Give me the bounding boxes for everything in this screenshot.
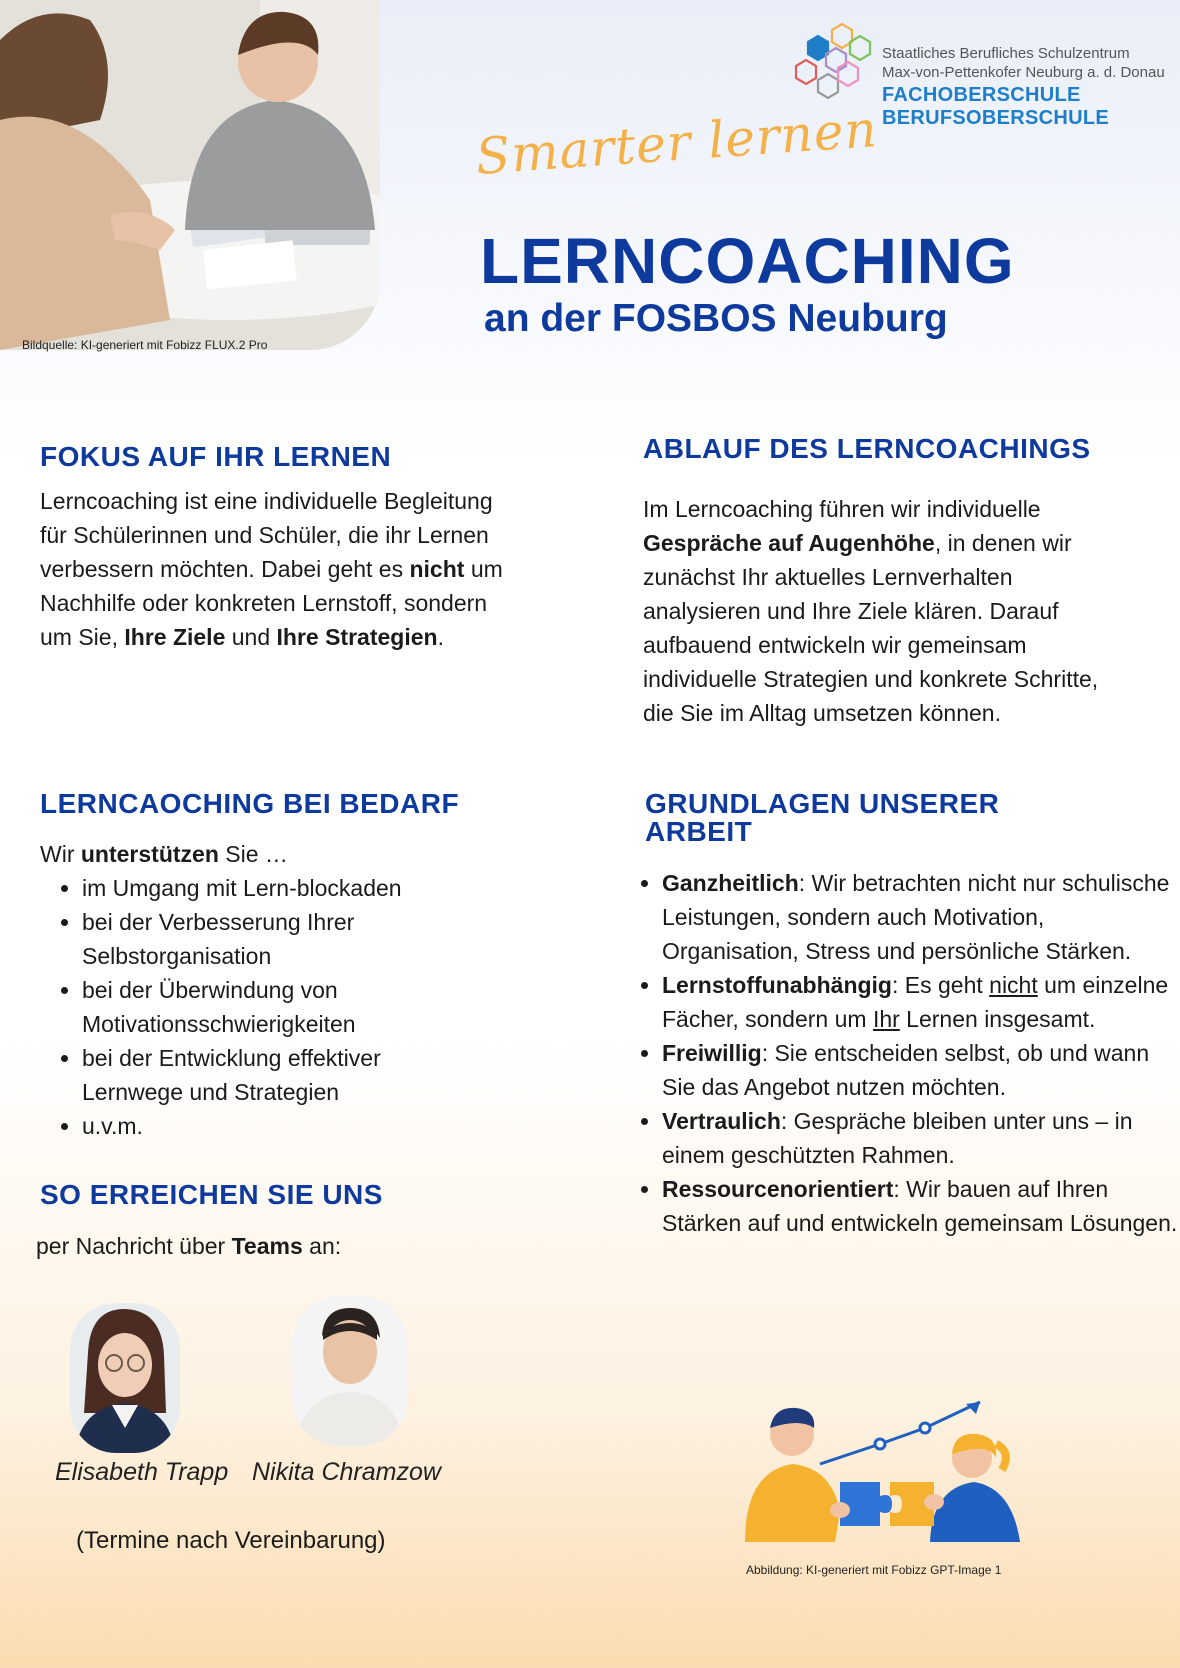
item-bold: Vertraulich bbox=[662, 1108, 781, 1134]
page-subtitle: an der FOSBOS Neuburg bbox=[484, 297, 948, 340]
item-bold: Ressourcenorientiert bbox=[662, 1176, 894, 1202]
contact-text-2: an: bbox=[302, 1233, 342, 1259]
focus-text-4: . bbox=[437, 624, 444, 650]
list-item: • bei der Verbesserung Ihrer Selbstorganisation bbox=[82, 905, 482, 973]
photo-caption: Bildquelle: KI-generiert mit Fobizz FLUX.2 Pro bbox=[22, 338, 268, 352]
logo-line-1: Staatliches Berufliches Schulzentrum bbox=[882, 45, 1130, 62]
focus-bold-2: Ihre Ziele bbox=[124, 624, 226, 650]
logo-line-2: Max-von-Pettenkofer Neuburg a. d. Donau bbox=[882, 64, 1165, 81]
list-item bbox=[662, 866, 1180, 968]
item-underline: Ihr bbox=[872, 1006, 900, 1032]
focus-heading: FOKUS AUF IHR LERNEN bbox=[40, 441, 392, 472]
item-bold: Freiwillig bbox=[662, 1040, 762, 1066]
logo-line-4: BERUFSOBERSCHULE bbox=[882, 107, 1110, 129]
item-bold: Lernstoffunabhängig bbox=[662, 972, 892, 998]
page-title: LERNCOACHING bbox=[480, 225, 1015, 297]
school-logo-text bbox=[882, 44, 1165, 130]
hero-script: Smarter lernen bbox=[473, 100, 880, 186]
list-item: • u.v.m. bbox=[82, 1109, 482, 1143]
coaching-photo-illustration bbox=[0, 0, 380, 350]
list-item: • bei der Überwindung von Motivationsschwierigkeiten bbox=[82, 973, 482, 1041]
avatar-nikita-chramzow bbox=[292, 1296, 408, 1446]
demand-intro bbox=[40, 837, 510, 871]
list-item bbox=[662, 968, 1180, 1036]
process-bold-1: Gespräche auf Augenhöhe bbox=[643, 530, 935, 556]
logo-line-3: FACHOBERSCHULE bbox=[882, 84, 1081, 106]
item-text: : Gespräche bleiben unter uns – in einem geschützten Rahmen. bbox=[662, 1108, 1133, 1168]
basics-list bbox=[620, 866, 1180, 1240]
hero-photo bbox=[0, 0, 380, 350]
process-text-2: , in denen wir zunächst Ihr aktuelles Lernverhalten analysieren und Ihre Ziele klären. Darauf aufbauend entwickeln wir gemeinsam individuelle Strategien und konkrete Schritte, die Sie im Alltag umsetzen können. bbox=[643, 530, 1099, 726]
contact-heading: SO ERREICHEN SIE UNS bbox=[40, 1179, 383, 1210]
demand-intro-2: Sie … bbox=[218, 841, 288, 867]
item-text: : Sie entscheiden selbst, ob und wann Sie das Angebot nutzen möchten. bbox=[662, 1040, 1150, 1100]
basics-heading bbox=[645, 790, 999, 846]
focus-text-1: Lerncoaching ist eine individuelle Begleitung für Schülerinnen und Schüler, die ihr Lernen verbessern möchten. Dabei geht es bbox=[40, 488, 493, 582]
basics-heading-line-1: GRUNDLAGEN UNSERER bbox=[645, 788, 1000, 819]
contact-person-2: Nikita Chramzow bbox=[252, 1458, 441, 1486]
demand-intro-1: Wir bbox=[40, 841, 81, 867]
list-item bbox=[662, 1172, 1180, 1240]
process-text-1: Im Lerncoaching führen wir individuelle bbox=[643, 496, 1041, 522]
contact-person-1: Elisabeth Trapp bbox=[55, 1458, 229, 1486]
puzzle-teamwork-illustration bbox=[740, 1392, 1030, 1552]
basics-heading-line-2: ARBEIT bbox=[645, 816, 753, 847]
person-photo-icon bbox=[70, 1303, 180, 1453]
list-item bbox=[662, 1104, 1180, 1172]
illustration-caption: Abbildung: KI-generiert mit Fobizz GPT-Image 1 bbox=[746, 1563, 1002, 1577]
school-logo-icon bbox=[794, 20, 872, 106]
item-text: um einzelne Fächer, sondern um bbox=[662, 972, 1169, 1032]
focus-bold-1: nicht bbox=[409, 556, 465, 582]
list-item: • im Umgang mit Lern-blockaden bbox=[82, 871, 482, 905]
item-underline: nicht bbox=[989, 972, 1038, 998]
item-bold: Ganzheitlich bbox=[662, 870, 799, 896]
focus-text-3: und bbox=[225, 624, 277, 650]
contact-text-1: per Nachricht über bbox=[36, 1233, 232, 1259]
person-photo-icon bbox=[292, 1296, 408, 1446]
contact-note: (Termine nach Vereinbarung) bbox=[76, 1527, 386, 1554]
item-text: : Wir betrachten nicht nur schulische Leistungen, sondern auch Motivation, Organisation, Stress und persönliche Stärken. bbox=[662, 870, 1170, 964]
focus-bold-3: Ihre Strategien bbox=[276, 624, 438, 650]
avatar-elisabeth-trapp bbox=[70, 1303, 180, 1453]
contact-text bbox=[36, 1229, 341, 1263]
list-item: • bei der Entwicklung effektiver Lernwege und Strategien bbox=[82, 1041, 482, 1109]
process-heading: ABLAUF DES LERNCOACHINGS bbox=[643, 433, 1091, 464]
demand-heading: LERNCAOCHING BEI BEDARF bbox=[40, 788, 460, 819]
item-text: : Wir bauen auf Ihren Stärken auf und entwickeln gemeinsam Lösungen. bbox=[662, 1176, 1178, 1236]
contact-bold: Teams bbox=[231, 1233, 303, 1259]
process-text bbox=[643, 492, 1133, 730]
item-text: Lernen insgesamt. bbox=[899, 1006, 1096, 1032]
focus-text bbox=[40, 484, 510, 654]
item-text: : Es geht bbox=[891, 972, 990, 998]
demand-list bbox=[40, 871, 482, 1143]
focus-text-2: um Nachhilfe oder konkreten Lernstoff, sondern um Sie, bbox=[40, 556, 503, 650]
demand-intro-bold: unterstützen bbox=[80, 841, 219, 867]
list-item bbox=[662, 1036, 1180, 1104]
